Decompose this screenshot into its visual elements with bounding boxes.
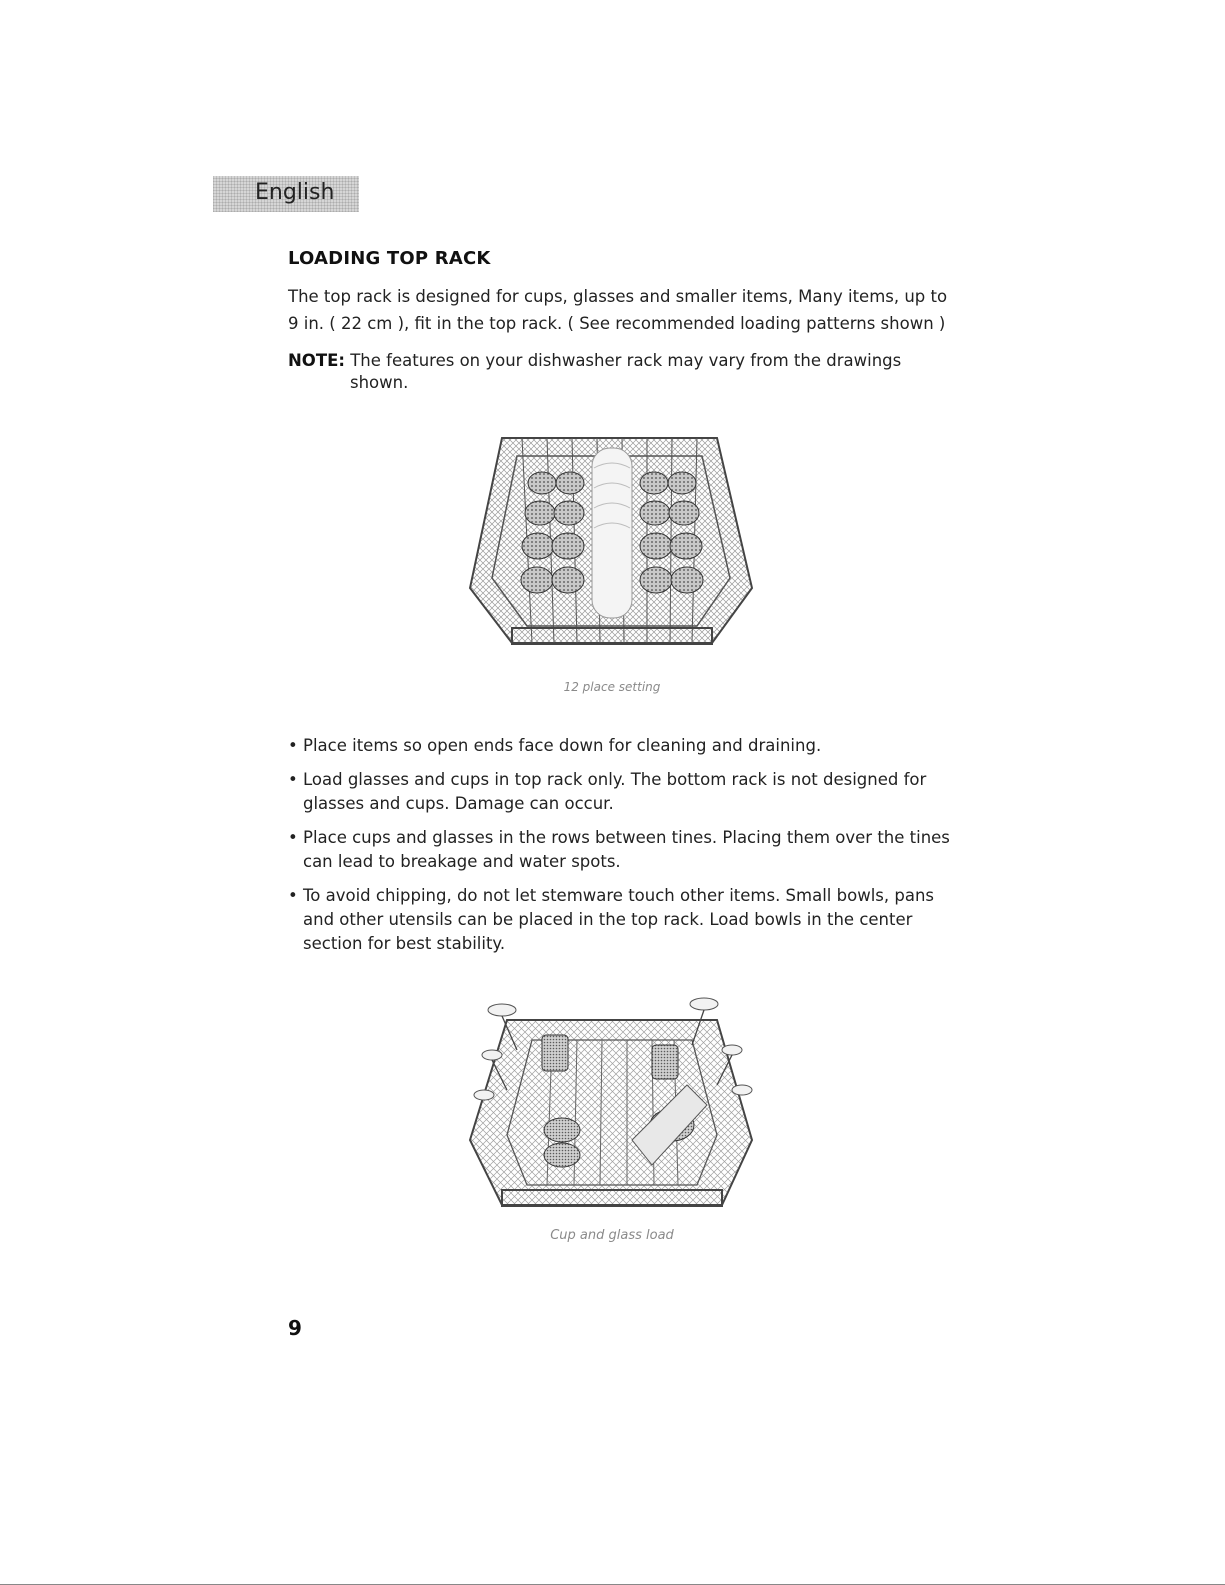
bullet-icon: • bbox=[288, 770, 298, 789]
list-item-line: section for best stability. bbox=[303, 934, 506, 953]
intro-paragraph bbox=[288, 283, 948, 337]
list-item bbox=[288, 734, 928, 758]
list-item-line: Place cups and glasses in the rows between tines. Placing them over the tines bbox=[303, 828, 950, 847]
cup-and-glass-load-illustration bbox=[462, 990, 762, 1222]
language-tab bbox=[213, 176, 359, 212]
list-item-line: Load glasses and cups in top rack only. The bottom rack is not designed for bbox=[303, 770, 927, 789]
note-block bbox=[288, 350, 948, 394]
list-item-line: Place items so open ends face down for cleaning and draining. bbox=[303, 736, 822, 755]
figure-caption: Cup and glass load bbox=[550, 1228, 674, 1243]
bullet-icon: • bbox=[288, 736, 298, 755]
note-text-continued: shown. bbox=[350, 373, 409, 392]
intro-line: The top rack is designed for cups, glasses and smaller items, Many items, up to bbox=[288, 287, 948, 306]
page-number: 9 bbox=[288, 1316, 302, 1340]
language-tab-label: English bbox=[255, 180, 335, 205]
note-label: NOTE: bbox=[288, 351, 345, 370]
list-item-line: To avoid chipping, do not let stemware touch other items. Small bowls, pans bbox=[303, 886, 935, 905]
list-item-line: glasses and cups. Damage can occur. bbox=[303, 794, 614, 813]
instruction-list bbox=[288, 734, 950, 966]
note-text: The features on your dishwasher rack may vary from the drawings bbox=[350, 351, 902, 370]
list-item bbox=[288, 768, 928, 816]
list-item bbox=[288, 884, 935, 956]
intro-line: 9 in. ( 22 cm ), fit in the top rack. ( See recommended loading patterns shown ) bbox=[288, 314, 946, 333]
list-item-line: can lead to breakage and water spots. bbox=[303, 852, 621, 871]
top-rack-place-setting-illustration bbox=[462, 428, 762, 660]
bullet-icon: • bbox=[288, 886, 298, 905]
section-heading: LOADING TOP RACK bbox=[288, 248, 491, 269]
figure-caption: 12 place setting bbox=[563, 680, 661, 694]
list-item bbox=[288, 826, 950, 874]
bullet-icon: • bbox=[288, 828, 298, 847]
list-item-line: and other utensils can be placed in the top rack. Load bowls in the center bbox=[303, 910, 913, 929]
